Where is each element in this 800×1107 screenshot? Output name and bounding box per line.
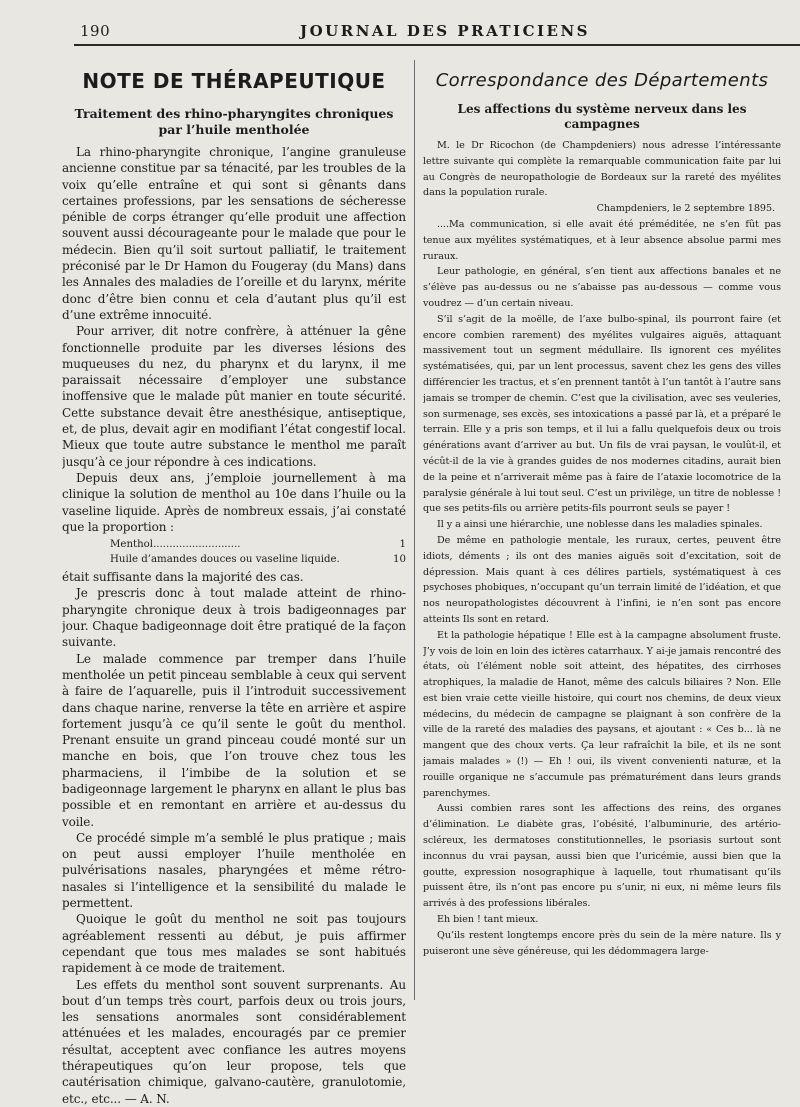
column-divider	[414, 60, 415, 1000]
paragraph: Quoique le goût du menthol ne soit pas toujours agréablement ressenti au début, je puis affirmer cependant que tous mes malades se sont habitués rapidement à ce mode de traitement.	[62, 912, 406, 976]
paragraph: Et la pathologie hépatique ! Elle est à la campagne absolument fruste. J’y vois de loin en loin des ictères catarrhaux. Y ai-je jamais rencontré des états, où l’élément noble soit atteint, des hépatites, des cirrhoses atrophiques, la maladie de Hanot, même des calculs biliaires ? Non. Elle est bien vraie cette vieille histoire, qui court nos chemins, de deux vieux médecins, du médecin de campagne se plaignant à son confrère de la ville de la rareté des maladies des paysans, et ajoutant : « Ces b... là ne mangent que des choux verts. Ça leur rafraîchit la bile, et ils ne sont jamais malades » (!) — Eh ! oui, ils vivent convenienti naturæ, et la rouille organique ne s’accumule pas prématurément dans leurs grands parenchymes.	[423, 629, 781, 799]
paragraph: S’il s’agit de la moëlle, de l’axe bulbo-spinal, ils pourront faire (et encore combien rarement) des myélites vulgaires aiguës, attaquant massivement tout un segment médullaire. Ils ignorent ces myélites systématisées, qui, par un lent processus, savent chez les gens des villes différencier les tractus, et s’en prennent tantôt à l’un tantôt à l’autre sans jamais se tromper de chemin. C’est que la civilisation, avec ses veuleries, son surmenage, ses excès, ses intoxications a passé par là, et a préparé le terrain. Elle y a pris son temps, et il lui a fallu quelquefois deux ou trois générations avant d’arriver au but. Un fils de vrai paysan, le voulût-il, et vécût-il de la vie à grandes guides de nos modernes citadins, aurait bien de la peine et n’arriverait même pas à faire de l’ataxie locomotrice de la paralysie générale à lui tout seul. C’est un privilège, un titre de noblesse ! que ses petits-fils ou arrière petits-fils pourront seuls se payer !	[423, 313, 781, 515]
article-title-systeme-nerveux: Les affections du système nerveux dans les campagnes	[457, 102, 747, 131]
article-title-rhino-pharyngites: Traitement des rhino-pharyngites chroniques par l’huile mentholée	[74, 106, 394, 137]
header-rule	[74, 44, 800, 46]
right-column	[423, 50, 781, 959]
paragraph: Qu’ils restent longtemps encore près du sein de la mère nature. Ils y puiseront une sève généreuse, qui les dédommagera large-	[423, 929, 781, 957]
article-body-right	[423, 138, 781, 959]
paragraph: M. le Dr Ricochon (de Champdeniers) nous adresse l’intéressante lettre suivante qui complète la remarquable communication faite par lui au Congrès de neuropathologie de Bordeaux sur la rareté des myélites dans la population rurale.	[423, 140, 781, 199]
page-number: 190	[80, 22, 111, 40]
formula-quantity: 1	[399, 539, 406, 551]
paragraph: était suffisante dans la majorité des cas.	[62, 570, 304, 585]
formula-row	[110, 552, 406, 567]
section-title-correspondance: Correspondance des Départements	[435, 70, 769, 91]
formula-ingredient: Menthol...........................	[110, 539, 241, 551]
formula-quantity: 10	[393, 554, 406, 566]
article-body-left	[62, 144, 406, 1107]
paragraph: Je prescris donc à tout malade atteint de rhino-pharyngite chronique deux à trois badigeonnages par jour. Chaque badigeonnage doit être pratiqué de la façon suivante.	[62, 586, 406, 650]
running-title: JOURNAL DES PRATICIENS	[300, 22, 590, 40]
formula-row	[110, 537, 406, 552]
left-column	[62, 50, 406, 1107]
paragraph: ....Ma communication, si elle avait été préméditée, ne s’en fût pas tenue aux myélites systématiques, et à leur absence absolue parmi mes ruraux.	[423, 218, 781, 262]
paragraph: Pour arriver, dit notre confrère, à atténuer la gêne fonctionnelle produite par les diverses lésions des muqueuses du nez, du pharynx et du larynx, il me paraissait nécessaire d’employer une substance inoffensive que le malade pût manier en toute sécurité. Cette substance devait être anesthésique, antiseptique, et, de plus, devait agir en modifiant l’état congestif local. Mieux que toute autre substance le menthol me paraît jusqu’à ce jour répondre à ces indications.	[62, 324, 406, 469]
paragraph: Leur pathologie, en général, s’en tient aux affections banales et ne s’élève pas au-dessus ou ne s’abaisse pas au-dessous — comme vous voudrez — d’un certain niveau.	[423, 266, 781, 309]
paragraph: Aussi combien rares sont les affections des reins, des organes d’élimination. Le diabète gras, l’obésité, l’albuminurie, des artério-scléreux, les dermatoses constitutionnelles, le psoriasis surtout sont inconnus du vrai paysan, aussi bien que l’uricémie, aussi bien que la goutte, expression nosographique à laquelle, tout rhumatisant qu’ils puissent être, ils n’ont pas encore pu s’unir, ni eux, ni même leurs fils arrivés à des professions libérales.	[423, 803, 781, 910]
letter-date: Champdeniers, le 2 septembre 1895.	[596, 203, 775, 215]
paragraph: Eh bien ! tant mieux.	[437, 914, 539, 926]
paragraph: Le malade commence par tremper dans l’huile mentholée un petit pinceau semblable à ceux qui servent à faire de l’aquarelle, puis il l’introduit successivement dans chaque narine, renverse la tête en arrière et aspire fortement jusqu’à ce qu’il sente le goût du menthol. Prenant ensuite un grand pinceau coudé monté sur un manche en bois, que l’on trouve chez tous les pharmaciens, il l’imbibe de la solution et se badigeonnage largement le pharynx en allant le plus bas possible et en remontant en arrière et au-dessus du voile.	[62, 651, 406, 829]
paragraph: La rhino-pharyngite chronique, l’angine granuleuse ancienne constitue par sa ténacité, par les troubles de la voix qu’elle entraîne et qui sont si gênants dans certaines professions, par les sensations de sécheresse pénible de corps étranger qu’elle produit une affection souvent aussi décourageante pour le malade que pour le médecin. Bien qu’il soit surtout palliatif, le traitement préconisé par le Dr Hamon du Fougeray (du Mans) dans les Annales des maladies de l’oreille et du larynx, mérite donc d’être bien connu et cela d’autant plus qu’il est d’une extrême innocuité.	[62, 145, 406, 322]
paragraph: Il y a ainsi une hiérarchie, une noblesse dans les maladies spinales.	[437, 519, 763, 531]
page-header	[0, 0, 800, 44]
section-title-therapeutique: NOTE DE THÉRAPEUTIQUE	[82, 69, 386, 93]
paragraph: Les effets du menthol sont souvent surprenants. Au bout d’un temps très court, parfois deux ou trois jours, les sensations anormales sont considérablement atténuées et les malades, encouragés par ce premier résultat, acceptent avec confiance les autres moyens thérapeutiques qu’on leur propose, tels que cautérisation chimique, galvano-cautère, granulotomie, etc., etc... — A. N.	[62, 977, 406, 1106]
paragraph: De même en pathologie mentale, les ruraux, certes, peuvent être idiots, déments ; ils ont des manies aiguës soit d’excitation, soit de dépression. Mais quant à ces délires partiels, systématiquest à ces psychoses phobiques, n’occupant qu’un terrain limité de l’idéation, et que nos neuropathologistes découvrent à l’infini, ie n’en sont pas encore atteints Ils sont en retard.	[423, 534, 781, 625]
formula-ingredient: Huile d’amandes douces ou vaseline liquide.	[110, 554, 340, 566]
paragraph: Ce procédé simple m’a semblé le plus pratique ; mais on peut aussi employer l’huile mentholée en pulvérisations nasales, pharyngées et même rétro-nasales si l’intelligence et la sensibilité du malade le permettent.	[62, 830, 406, 911]
prescription-formula	[110, 537, 406, 567]
paragraph: Depuis deux ans, j’emploie journellement à ma clinique la solution de menthol au 10e dans l’huile ou la vaseline liquide. Après de nombreux essais, j’ai constaté que la proportion :	[62, 470, 406, 534]
